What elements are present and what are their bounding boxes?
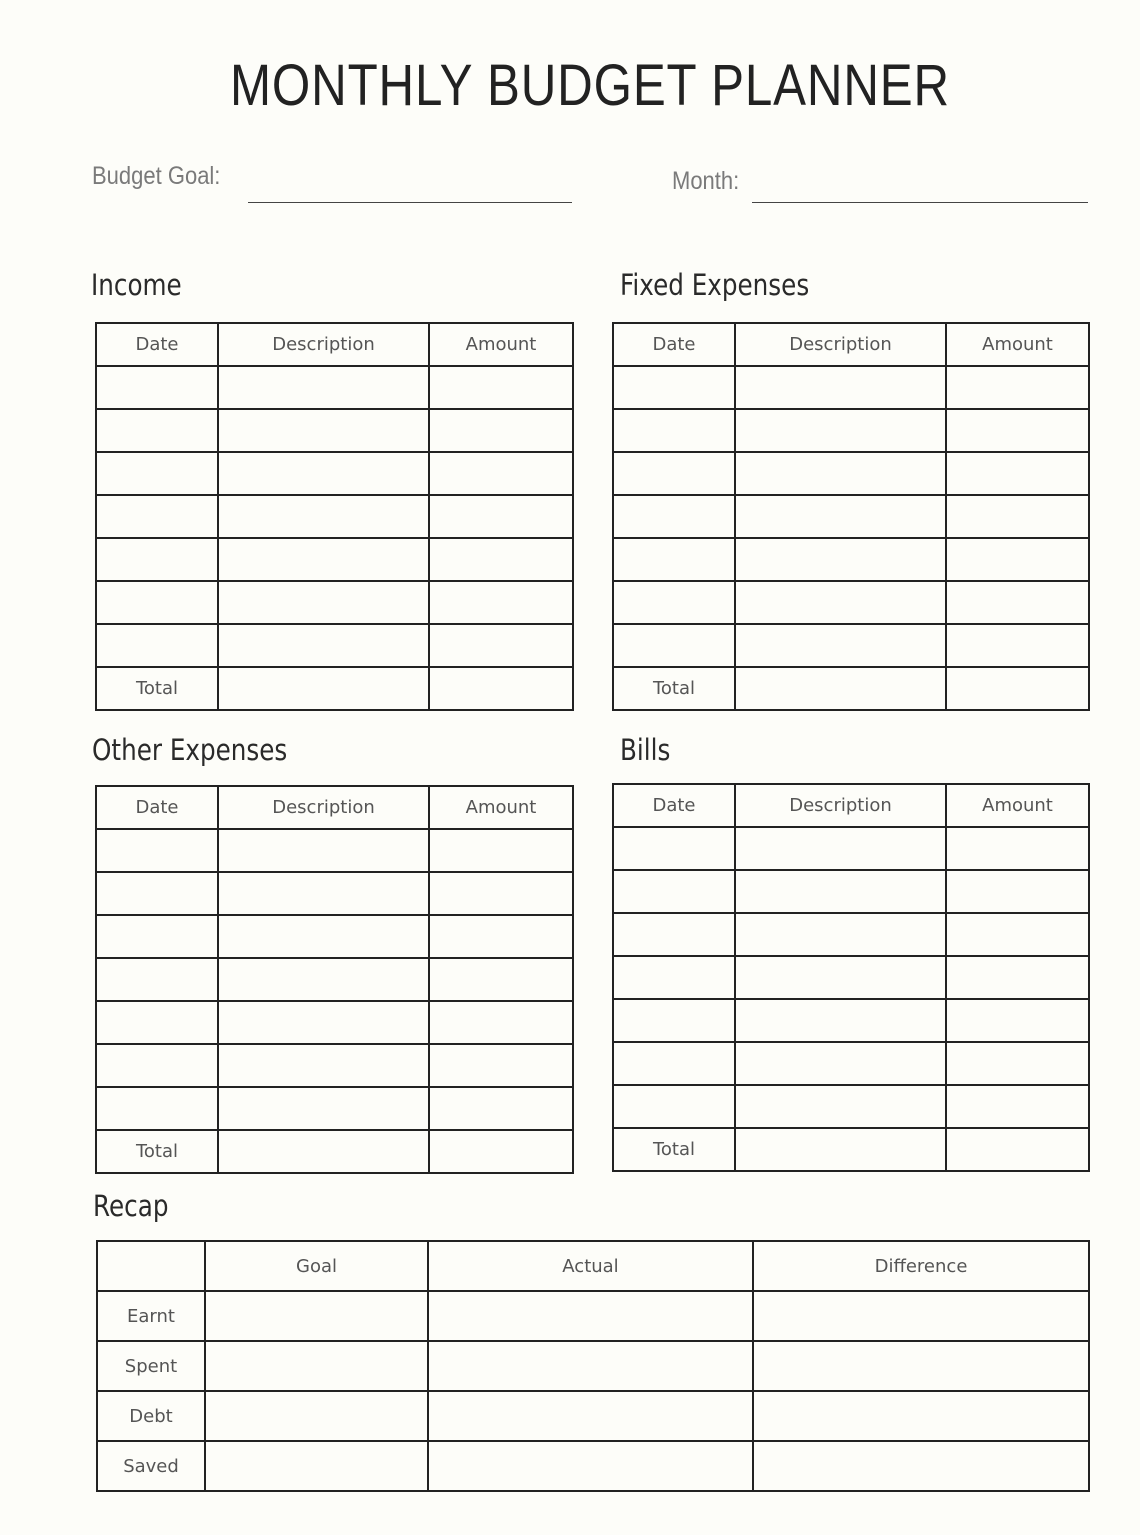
amount-cell[interactable] — [946, 870, 1089, 913]
table-row — [613, 1085, 1089, 1128]
table-row — [613, 624, 1089, 667]
date-cell[interactable] — [96, 409, 218, 452]
date-cell[interactable] — [96, 1001, 218, 1044]
total-row — [613, 1128, 1089, 1171]
amount-cell[interactable] — [429, 409, 573, 452]
difference-cell[interactable] — [753, 1291, 1089, 1341]
amount-cell[interactable] — [429, 366, 573, 409]
amount-cell[interactable] — [946, 581, 1089, 624]
date-cell[interactable] — [613, 366, 735, 409]
description-cell[interactable] — [735, 495, 946, 538]
amount-cell[interactable] — [946, 538, 1089, 581]
row-label-spent: Spent — [97, 1341, 205, 1391]
income-heading: Income — [91, 268, 182, 302]
description-cell[interactable] — [218, 538, 429, 581]
amount-cell[interactable] — [946, 827, 1089, 870]
column-header-amount: Amount — [429, 786, 573, 829]
amount-cell[interactable] — [429, 538, 573, 581]
recap-corner-cell — [97, 1241, 205, 1291]
recap-row-saved — [97, 1441, 1089, 1491]
recap-row-debt — [97, 1391, 1089, 1441]
amount-cell[interactable] — [946, 495, 1089, 538]
description-cell[interactable] — [735, 452, 946, 495]
goal-cell[interactable] — [205, 1341, 428, 1391]
amount-cell[interactable] — [429, 1087, 573, 1130]
recap-table — [96, 1240, 1090, 1492]
table-row — [96, 581, 573, 624]
date-cell[interactable] — [96, 452, 218, 495]
amount-cell[interactable] — [946, 366, 1089, 409]
date-cell[interactable] — [96, 366, 218, 409]
date-cell[interactable] — [96, 915, 218, 958]
fixed-expenses-table — [612, 322, 1090, 711]
description-cell[interactable] — [735, 999, 946, 1042]
date-cell[interactable] — [96, 581, 218, 624]
description-cell[interactable] — [218, 452, 429, 495]
total-amount-cell[interactable] — [429, 667, 573, 710]
column-header-difference: Difference — [753, 1241, 1089, 1291]
total-row — [613, 667, 1089, 710]
description-cell[interactable] — [218, 915, 429, 958]
total-description-cell[interactable] — [735, 667, 946, 710]
description-cell[interactable] — [735, 581, 946, 624]
table-row — [613, 913, 1089, 956]
table-row — [96, 409, 573, 452]
table-row — [96, 872, 573, 915]
column-header-amount: Amount — [946, 784, 1089, 827]
table-row — [613, 409, 1089, 452]
bills-table — [612, 783, 1090, 1172]
description-cell[interactable] — [218, 581, 429, 624]
amount-cell[interactable] — [429, 1044, 573, 1087]
difference-cell[interactable] — [753, 1441, 1089, 1491]
amount-cell[interactable] — [429, 915, 573, 958]
description-cell[interactable] — [218, 409, 429, 452]
table-row — [96, 1001, 573, 1044]
table-row — [96, 1044, 573, 1087]
date-cell[interactable] — [96, 495, 218, 538]
amount-cell[interactable] — [946, 956, 1089, 999]
table-row — [613, 538, 1089, 581]
amount-cell[interactable] — [429, 829, 573, 872]
amount-cell[interactable] — [429, 495, 573, 538]
description-cell[interactable] — [218, 872, 429, 915]
actual-cell[interactable] — [428, 1391, 753, 1441]
recap-row-earnt — [97, 1291, 1089, 1341]
difference-cell[interactable] — [753, 1391, 1089, 1441]
table-row — [613, 452, 1089, 495]
total-description-cell[interactable] — [218, 1130, 429, 1173]
table-header-row — [613, 784, 1089, 827]
column-header-date: Date — [613, 323, 735, 366]
date-cell[interactable] — [613, 495, 735, 538]
total-label: Total — [96, 1130, 218, 1173]
description-cell[interactable] — [735, 409, 946, 452]
budget-goal-label: Budget Goal: — [92, 162, 221, 190]
total-amount-cell[interactable] — [946, 667, 1089, 710]
table-row — [613, 495, 1089, 538]
column-header-date: Date — [96, 786, 218, 829]
column-header-date: Date — [96, 323, 218, 366]
row-label-debt: Debt — [97, 1391, 205, 1441]
table-row — [96, 366, 573, 409]
total-description-cell[interactable] — [735, 1128, 946, 1171]
table-row — [96, 958, 573, 1001]
description-cell[interactable] — [735, 913, 946, 956]
budget-goal-field[interactable] — [248, 202, 572, 203]
amount-cell[interactable] — [429, 624, 573, 667]
date-cell[interactable] — [613, 827, 735, 870]
recap-heading: Recap — [93, 1189, 169, 1223]
total-label: Total — [613, 1128, 735, 1171]
bills-heading: Bills — [620, 733, 671, 767]
amount-cell[interactable] — [946, 452, 1089, 495]
table-header-row — [96, 786, 573, 829]
fixed-expenses-heading: Fixed Expenses — [620, 268, 810, 302]
description-cell[interactable] — [218, 958, 429, 1001]
amount-cell[interactable] — [429, 581, 573, 624]
date-cell[interactable] — [96, 538, 218, 581]
table-row — [96, 452, 573, 495]
table-row — [613, 999, 1089, 1042]
column-header-amount: Amount — [946, 323, 1089, 366]
total-amount-cell[interactable] — [429, 1130, 573, 1173]
date-cell[interactable] — [613, 999, 735, 1042]
table-row — [96, 829, 573, 872]
description-cell[interactable] — [735, 1042, 946, 1085]
date-cell[interactable] — [613, 913, 735, 956]
amount-cell[interactable] — [946, 999, 1089, 1042]
amount-cell[interactable] — [429, 872, 573, 915]
description-cell[interactable] — [218, 366, 429, 409]
amount-cell[interactable] — [946, 913, 1089, 956]
date-cell[interactable] — [613, 538, 735, 581]
recap-header-row — [97, 1241, 1089, 1291]
page-title: MONTHLY BUDGET PLANNER — [229, 53, 951, 118]
goal-cell[interactable] — [205, 1441, 428, 1491]
column-header-amount: Amount — [429, 323, 573, 366]
table-row — [613, 870, 1089, 913]
other-expenses-heading: Other Expenses — [92, 733, 288, 767]
description-cell[interactable] — [735, 956, 946, 999]
date-cell[interactable] — [96, 829, 218, 872]
description-cell[interactable] — [218, 1087, 429, 1130]
table-header-row — [613, 323, 1089, 366]
description-cell[interactable] — [735, 870, 946, 913]
amount-cell[interactable] — [429, 958, 573, 1001]
date-cell[interactable] — [613, 624, 735, 667]
amount-cell[interactable] — [429, 452, 573, 495]
table-row — [613, 366, 1089, 409]
amount-cell[interactable] — [429, 1001, 573, 1044]
description-cell[interactable] — [218, 624, 429, 667]
description-cell[interactable] — [218, 829, 429, 872]
total-amount-cell[interactable] — [946, 1128, 1089, 1171]
column-header-description: Description — [218, 323, 429, 366]
other-expenses-table — [95, 785, 574, 1174]
recap-row-spent — [97, 1341, 1089, 1391]
description-cell[interactable] — [735, 538, 946, 581]
total-label: Total — [613, 667, 735, 710]
table-row — [96, 538, 573, 581]
description-cell[interactable] — [735, 827, 946, 870]
description-cell[interactable] — [735, 1085, 946, 1128]
amount-cell[interactable] — [946, 1042, 1089, 1085]
date-cell[interactable] — [96, 872, 218, 915]
total-description-cell[interactable] — [218, 667, 429, 710]
table-header-row — [96, 323, 573, 366]
table-row — [96, 624, 573, 667]
income-table — [95, 322, 574, 711]
difference-cell[interactable] — [753, 1341, 1089, 1391]
description-cell[interactable] — [218, 495, 429, 538]
goal-cell[interactable] — [205, 1291, 428, 1341]
description-cell[interactable] — [735, 624, 946, 667]
goal-cell[interactable] — [205, 1391, 428, 1441]
column-header-date: Date — [613, 784, 735, 827]
table-row — [613, 1042, 1089, 1085]
date-cell[interactable] — [96, 1087, 218, 1130]
row-label-earnt: Earnt — [97, 1291, 205, 1341]
date-cell[interactable] — [613, 409, 735, 452]
amount-cell[interactable] — [946, 624, 1089, 667]
description-cell[interactable] — [218, 1001, 429, 1044]
column-header-actual: Actual — [428, 1241, 753, 1291]
actual-cell[interactable] — [428, 1341, 753, 1391]
table-row — [96, 495, 573, 538]
description-cell[interactable] — [735, 366, 946, 409]
date-cell[interactable] — [613, 452, 735, 495]
date-cell[interactable] — [96, 958, 218, 1001]
date-cell[interactable] — [613, 1042, 735, 1085]
column-header-goal: Goal — [205, 1241, 428, 1291]
date-cell[interactable] — [613, 581, 735, 624]
amount-cell[interactable] — [946, 409, 1089, 452]
date-cell[interactable] — [96, 624, 218, 667]
total-row — [96, 667, 573, 710]
column-header-description: Description — [218, 786, 429, 829]
table-row — [96, 1087, 573, 1130]
row-label-saved: Saved — [97, 1441, 205, 1491]
table-row — [613, 581, 1089, 624]
date-cell[interactable] — [613, 1085, 735, 1128]
table-row — [613, 956, 1089, 999]
table-row — [96, 915, 573, 958]
date-cell[interactable] — [613, 870, 735, 913]
actual-cell[interactable] — [428, 1441, 753, 1491]
description-cell[interactable] — [218, 1044, 429, 1087]
month-field[interactable] — [752, 202, 1088, 203]
total-label: Total — [96, 667, 218, 710]
month-label: Month: — [672, 167, 740, 195]
column-header-description: Description — [735, 323, 946, 366]
table-row — [613, 827, 1089, 870]
actual-cell[interactable] — [428, 1291, 753, 1341]
date-cell[interactable] — [613, 956, 735, 999]
amount-cell[interactable] — [946, 1085, 1089, 1128]
column-header-description: Description — [735, 784, 946, 827]
total-row — [96, 1130, 573, 1173]
date-cell[interactable] — [96, 1044, 218, 1087]
